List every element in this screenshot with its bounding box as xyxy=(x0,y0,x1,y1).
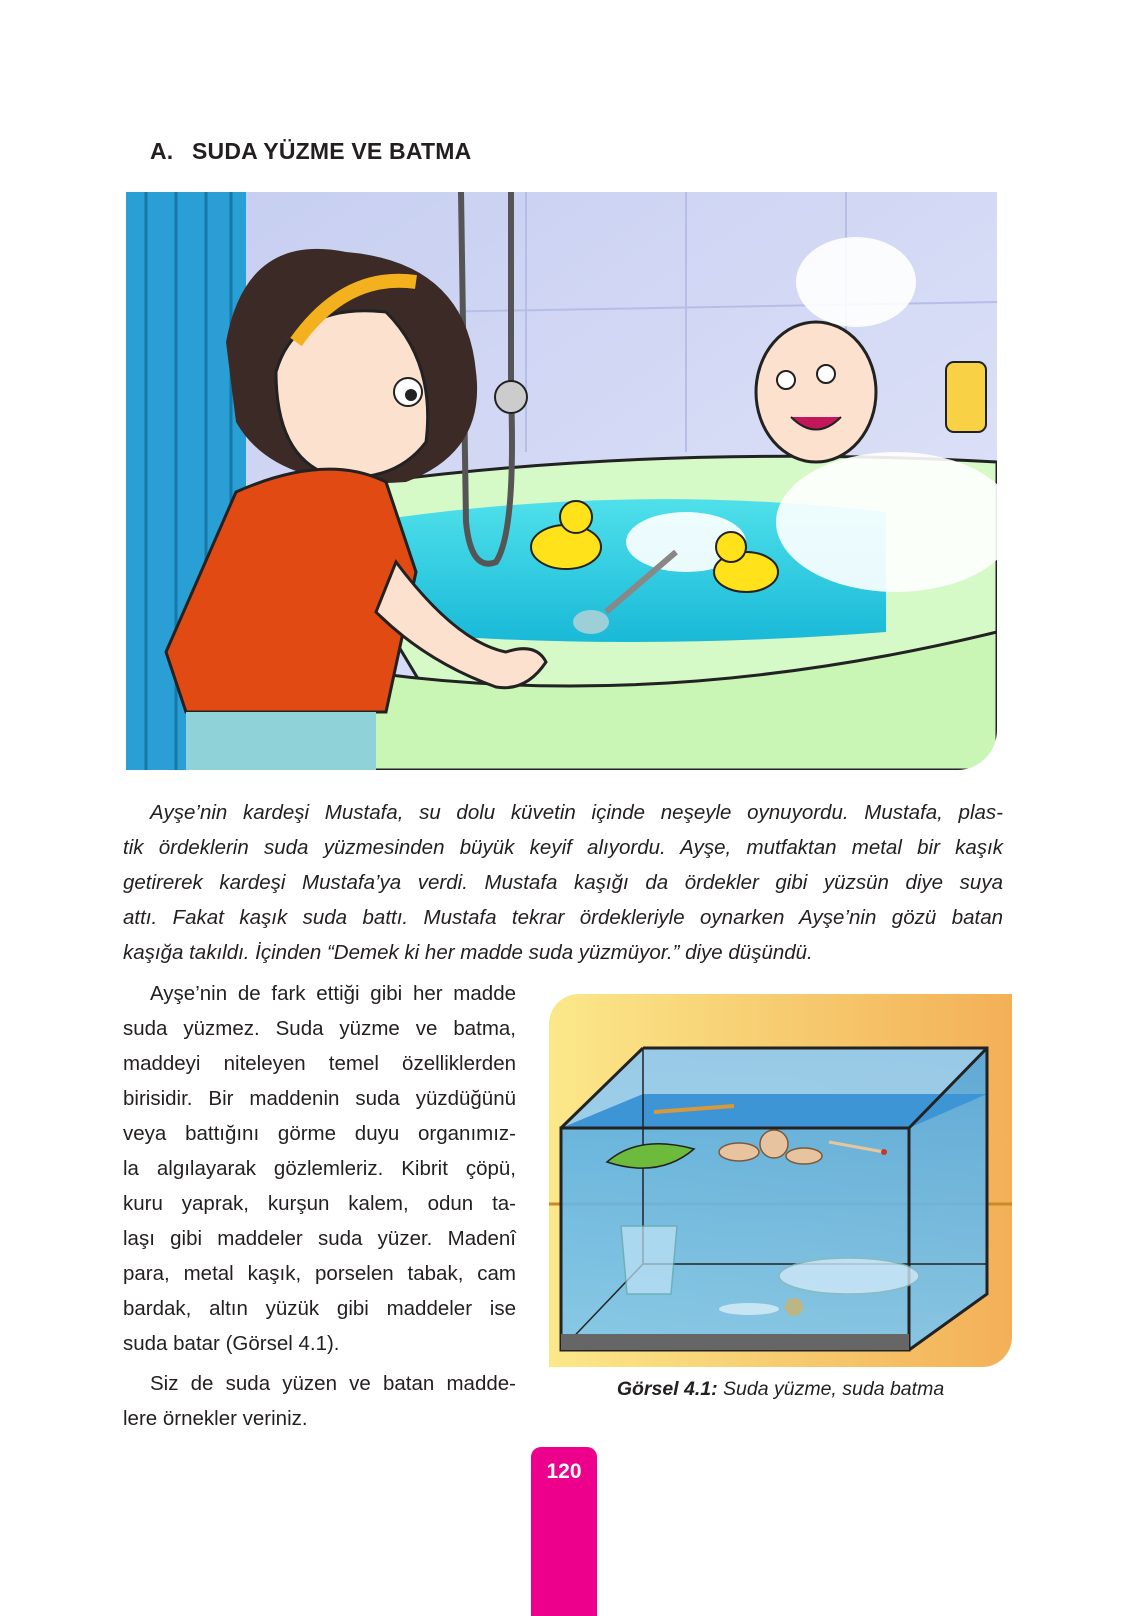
figure-caption xyxy=(549,1378,1012,1401)
question-paragraph xyxy=(123,1366,516,1436)
page-number-tab xyxy=(531,1447,597,1616)
body-line: para, metal kaşık, porselen tabak, cam xyxy=(123,1262,516,1285)
figure-caption-text: Suda yüzme, suda batma xyxy=(723,1378,945,1400)
story-line: kaşığa takıldı. İçinden “Demek ki her madde suda yüzmüyor.” diye düşündü. xyxy=(123,941,813,964)
story-line: getirerek kardeşi Mustafa’ya verdi. Mustafa kaşığı da ördekler gibi yüzsün diye suya xyxy=(123,871,1003,894)
section-heading xyxy=(150,138,471,165)
body-line: birisidir. Bir maddenin suda yüzdüğünü xyxy=(123,1087,516,1110)
story-line: Ayşe’nin kardeşi Mustafa, su dolu küvetin içinde neşeyle oynuyordu. Mustafa, plas- xyxy=(150,801,1003,824)
figure-label: Görsel 4.1: xyxy=(616,1378,718,1400)
body-line: Ayşe’nin de fark ettiği gibi her madde xyxy=(150,982,516,1005)
body-text xyxy=(123,976,516,1441)
section-title: SUDA YÜZME VE BATMA xyxy=(192,138,472,164)
body-line: maddeyi niteleyen temel özelliklerden xyxy=(123,1052,516,1075)
question-line: lere örnekler veriniz. xyxy=(123,1407,308,1430)
body-line: la algılayarak gözlemleriz. Kibrit çöpü, xyxy=(123,1157,516,1180)
page-number: 120 xyxy=(546,1460,582,1483)
body-line: suda yüzmez. Suda yüzme ve batma, xyxy=(123,1017,516,1040)
body-line: bardak, altın yüzük gibi maddeler ise xyxy=(123,1297,516,1320)
section-letter: A. xyxy=(150,138,174,164)
body-line: suda batar (Görsel 4.1). xyxy=(123,1332,340,1355)
explanation-paragraph xyxy=(123,976,516,1361)
body-line: laşı gibi maddeler suda yüzer. Madenî xyxy=(123,1227,516,1250)
bathroom-illustration xyxy=(126,192,997,770)
question-line: Siz de suda yüzen ve batan madde- xyxy=(150,1372,516,1395)
story-line: tik ördeklerin suda yüzmesinden büyük keyif alıyordu. Ayşe, mutfaktan metal bir kaşık xyxy=(123,836,1003,859)
aquarium-illustration xyxy=(549,994,1012,1367)
story-paragraph xyxy=(123,795,1003,970)
story-line: attı. Fakat kaşık suda battı. Mustafa tekrar ördekleriyle oynarken Ayşe’nin gözü batan xyxy=(123,906,1003,929)
body-line: veya battığını görme duyu organımız- xyxy=(123,1122,516,1145)
body-line: kuru yaprak, kurşun kalem, odun ta- xyxy=(123,1192,516,1215)
